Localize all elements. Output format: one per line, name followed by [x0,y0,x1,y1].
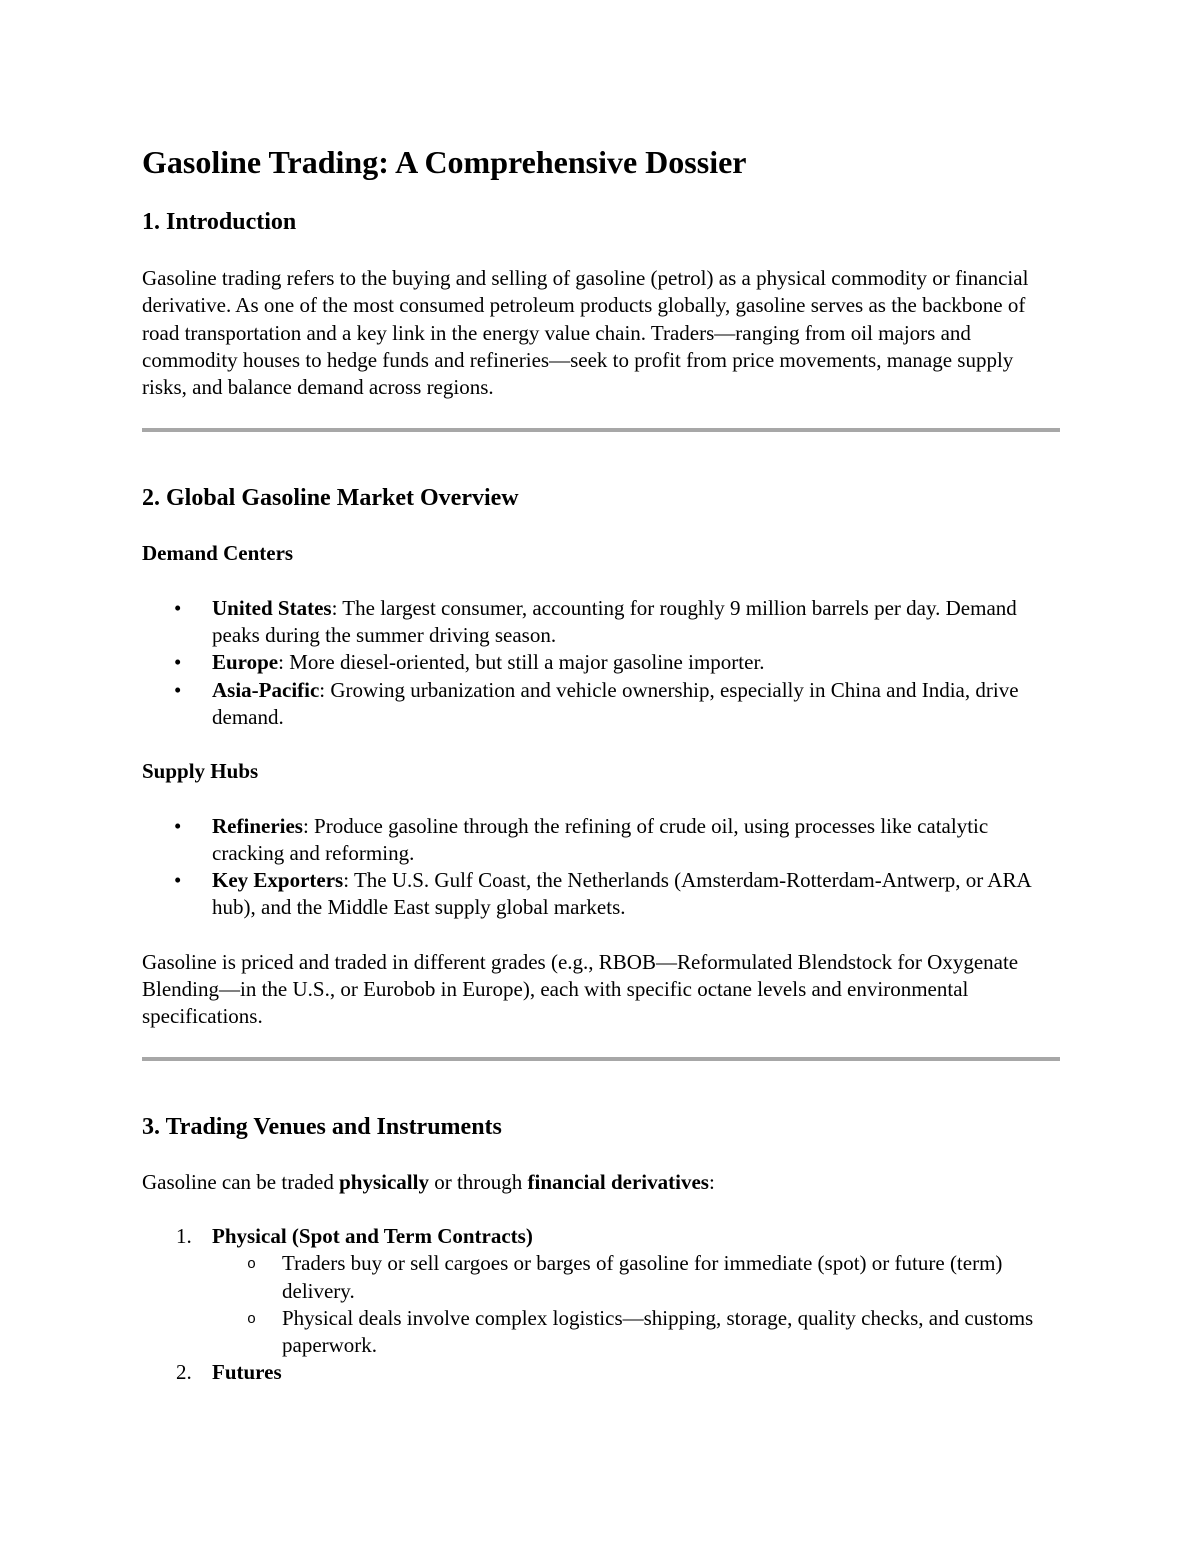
grades-paragraph: Gasoline is priced and traded in different grades (e.g., RBOB—Reformulated Blendstock for Oxygenate Blending—in the U.S., or Eurobob in Europe), each with specific octane levels and environmental specifications. [142,949,1019,1029]
section-heading-trading-venues: 3. Trading Venues and Instruments [142,1113,502,1140]
list-item [176,1359,1060,1386]
list-item: • Key Exporters: The U.S. Gulf Coast, the Netherlands (Amsterdam-Rotterdam-Antwerp, or ARA hub), and the Middle East supply global markets. [212,867,1060,922]
list-item: • Refineries: Produce gasoline through the refining of crude oil, using processes like catalytic cracking and reforming. [212,813,1060,868]
document-title: Gasoline Trading: A Comprehensive Dossier [142,144,747,180]
list-item: • Europe: More diesel-oriented, but still a major gasoline importer. [212,649,1060,676]
section-heading-introduction: 1. Introduction [142,209,297,235]
list-item-title: Futures [212,1360,282,1385]
trading-instruments-list [142,1223,1060,1387]
document-page [142,138,1060,1387]
demand-centers-list [142,595,1060,731]
list-item [176,1223,1060,1359]
section-divider [142,428,1060,432]
list-item: • United States: The largest consumer, accounting for roughly 9 million barrels per day. Demand peaks during the summer driving season. [212,595,1060,650]
sub-list-item: o Traders buy or sell cargoes or barges of gasoline for immediate (spot) or future (term) delivery. [282,1250,1060,1305]
subheading-demand-centers: Demand Centers [142,541,294,566]
trading-intro-paragraph: Gasoline can be traded physically or through financial derivatives: [142,1169,715,1194]
sub-list-item: o Physical deals involve complex logistics—shipping, storage, quality checks, and customs paperwork. [282,1305,1060,1360]
supply-hubs-list [142,813,1060,922]
list-number: 2. [176,1360,192,1385]
list-number: 1. [176,1223,192,1248]
sub-list [212,1250,1060,1359]
section-divider [142,1057,1060,1061]
section-heading-market-overview: 2. Global Gasoline Market Overview [142,485,519,512]
list-item-title: Physical (Spot and Term Contracts) [212,1223,533,1248]
subheading-supply-hubs: Supply Hubs [142,759,259,784]
list-item: • Asia-Pacific: Growing urbanization and vehicle ownership, especially in China and India, drive demand. [212,677,1060,732]
intro-paragraph: Gasoline trading refers to the buying and selling of gasoline (petrol) as a physical commodity or financial derivative. As one of the most consumed petroleum products globally, gasoline serves as the backbone of road transportation and a key link in the energy value chain. Traders—ranging from oil majors and commodity houses to hedge funds and refineries—seek to profit from price movements, manage supply risks, and balance demand across regions. [142,266,1029,400]
